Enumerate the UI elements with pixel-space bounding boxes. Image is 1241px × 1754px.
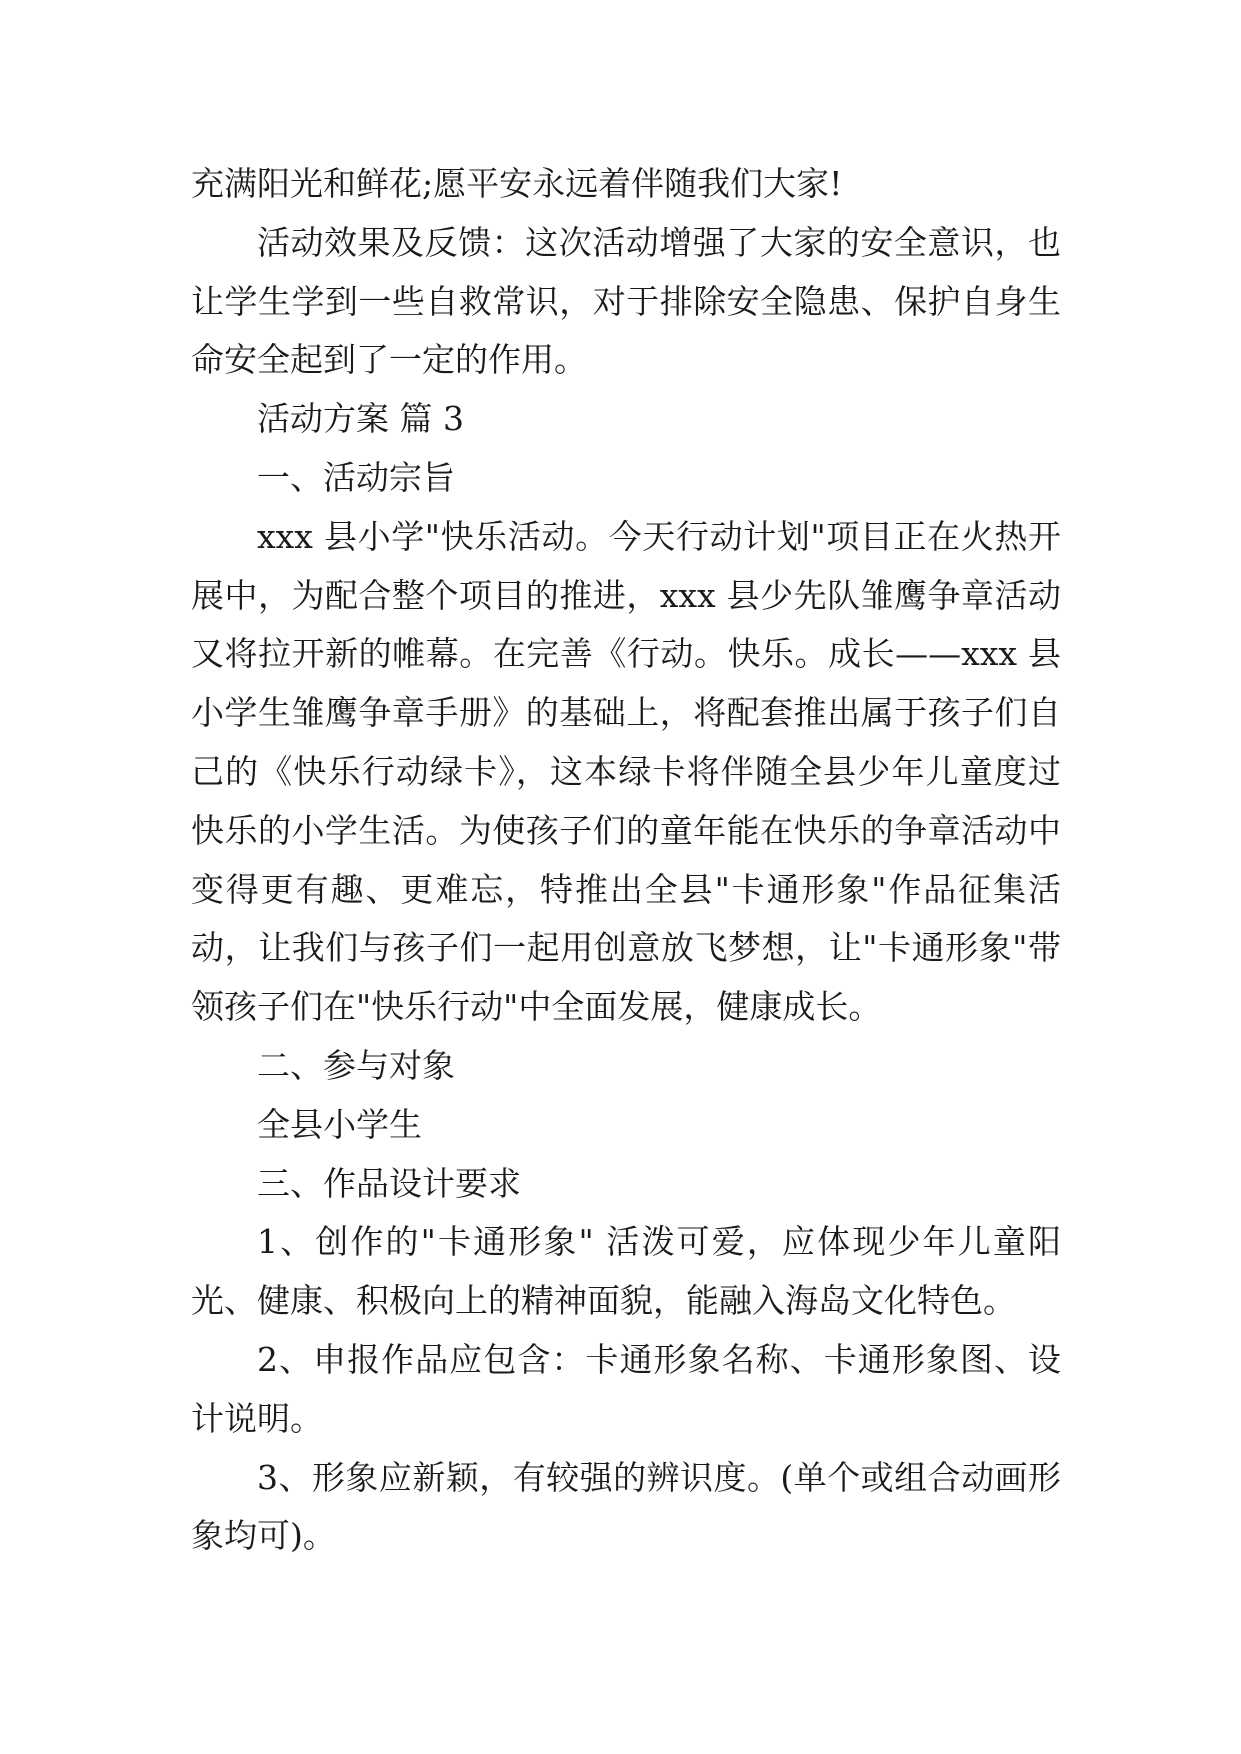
requirement-item-1: 1、创作的"卡通形象" 活泼可爱，应体现少年儿童阳光、健康、积极向上的精神面貌，能融入海岛文化特色。 [191, 1222, 1061, 1321]
heading-design-requirements: 三、作品设计要求 [257, 1163, 521, 1203]
paragraph-activity-feedback: 活动效果及反馈：这次活动增强了大家的安全意识，也让学生学到一些自救常识，对于排除安全隐患、保护自身生命安全起到了一定的作用。 [191, 222, 1061, 380]
paragraph-closing-wish: 充满阳光和鲜花;愿平安永远着伴随我们大家! [191, 164, 843, 203]
section-title-plan-3: 活动方案 篇 3 [257, 399, 464, 439]
heading-activity-purpose: 一、活动宗旨 [257, 457, 455, 497]
paragraph-participants: 全县小学生 [257, 1104, 422, 1144]
requirement-item-3: 3、形象应新颖，有较强的辨识度。(单个或组合动画形象均可)。 [191, 1457, 1061, 1556]
document-body [191, 155, 1061, 1566]
requirement-item-2: 2、申报作品应包含：卡通形象名称、卡通形象图、设计说明。 [191, 1339, 1061, 1438]
paragraph-activity-purpose: xxx 县小学"快乐活动。今天行动计划"项目正在火热开展中，为配合整个项目的推进，xxx 县少先队雏鹰争章活动又将拉开新的帷幕。在完善《行动。快乐。成长——xxx 县小学生雏鹰争章手册》的基础上，将配套推出属于孩子们自己的《快乐行动绿卡》，这本绿卡将伴随全县少年儿童度过快乐的小学生活。为使孩子们的童年能在快乐的争章活动中变得更有趣、更难忘，特推出全县"卡通形象"作品征集活动，让我们与孩子们一起用创意放飞梦想，让"卡通形象"带领孩子们在"快乐行动"中全面发展，健康成长。 [191, 516, 1061, 1027]
heading-participants: 二、参与对象 [257, 1045, 455, 1085]
